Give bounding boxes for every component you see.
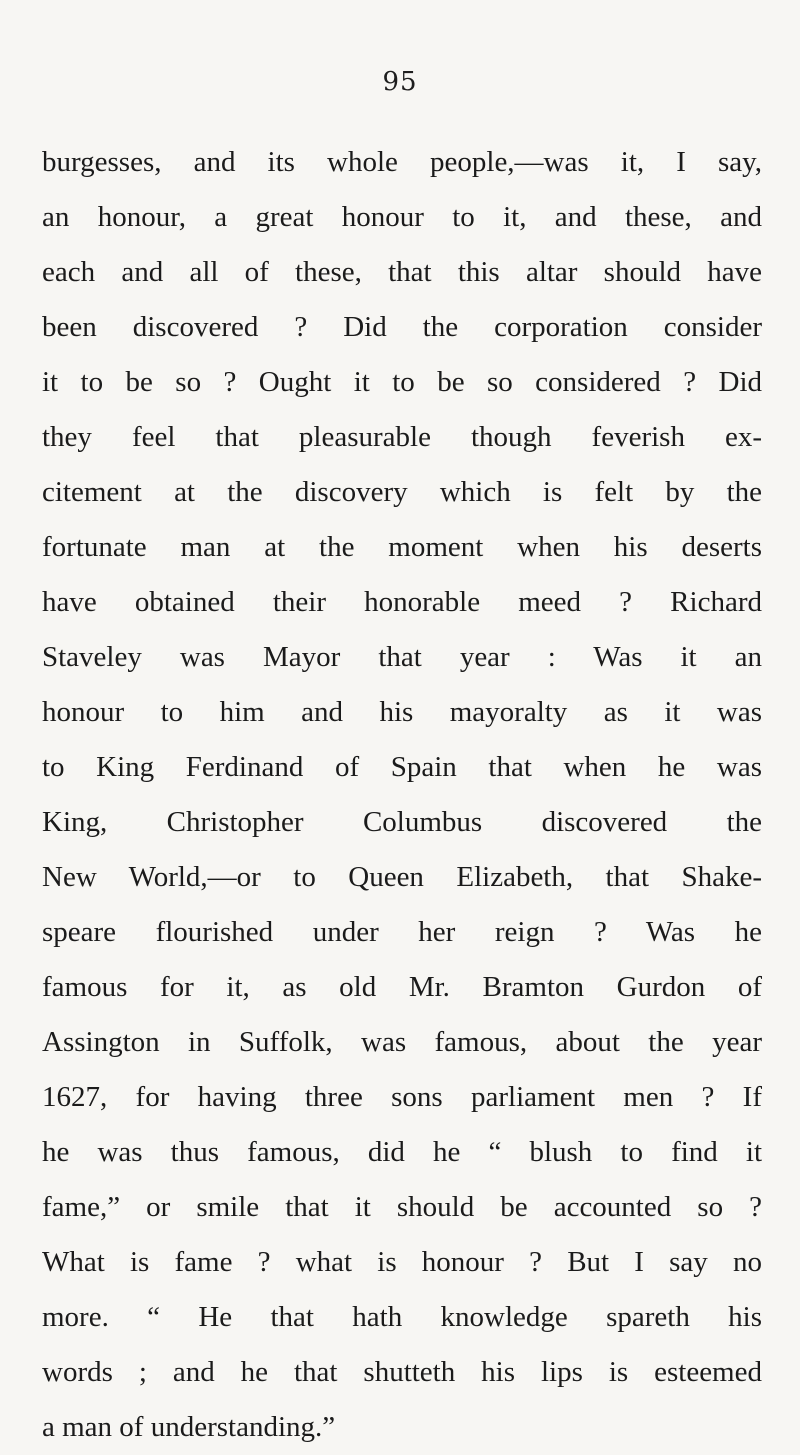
text-line: honour to him and his mayoralty as it was bbox=[42, 696, 762, 728]
text-line: to King Ferdinand of Spain that when he was bbox=[42, 751, 762, 783]
text-line: fame,” or smile that it should be accounted so ? bbox=[42, 1191, 762, 1223]
text-line: New World,—or to Queen Elizabeth, that Shake- bbox=[42, 861, 762, 893]
text-line: have obtained their honorable meed ? Richard bbox=[42, 586, 762, 618]
text-line: King, Christopher Columbus discovered the bbox=[42, 806, 762, 838]
text-line: a man of understanding.” bbox=[42, 1411, 336, 1443]
text-line: fortunate man at the moment when his deserts bbox=[42, 531, 762, 563]
text-line: words ; and he that shutteth his lips is esteemed bbox=[42, 1356, 762, 1388]
text-line: speare flourished under her reign ? Was he bbox=[42, 916, 762, 948]
text-line: famous for it, as old Mr. Bramton Gurdon of bbox=[42, 971, 762, 1003]
text-line: citement at the discovery which is felt by the bbox=[42, 476, 762, 508]
page-number: 95 bbox=[382, 67, 418, 97]
text-line: Staveley was Mayor that year : Was it an bbox=[42, 641, 762, 673]
text-line: an honour, a great honour to it, and these, and bbox=[42, 201, 762, 233]
text-line: burgesses, and its whole people,—was it, I say, bbox=[42, 146, 762, 178]
text-line: each and all of these, that this altar should have bbox=[42, 256, 762, 288]
body-text bbox=[42, 135, 762, 1455]
text-line: it to be so ? Ought it to be so considered ? Did bbox=[42, 366, 762, 398]
text-line: more. “ He that hath knowledge spareth his bbox=[42, 1301, 762, 1333]
text-line: Assington in Suffolk, was famous, about the year bbox=[42, 1026, 762, 1058]
text-line: he was thus famous, did he “ blush to find it bbox=[42, 1136, 762, 1168]
text-line: they feel that pleasurable though feverish ex- bbox=[42, 421, 762, 453]
text-line: What is fame ? what is honour ? But I say no bbox=[42, 1246, 762, 1278]
text-line: 1627, for having three sons parliament men ? If bbox=[42, 1081, 762, 1113]
text-line: been discovered ? Did the corporation consider bbox=[42, 311, 762, 343]
